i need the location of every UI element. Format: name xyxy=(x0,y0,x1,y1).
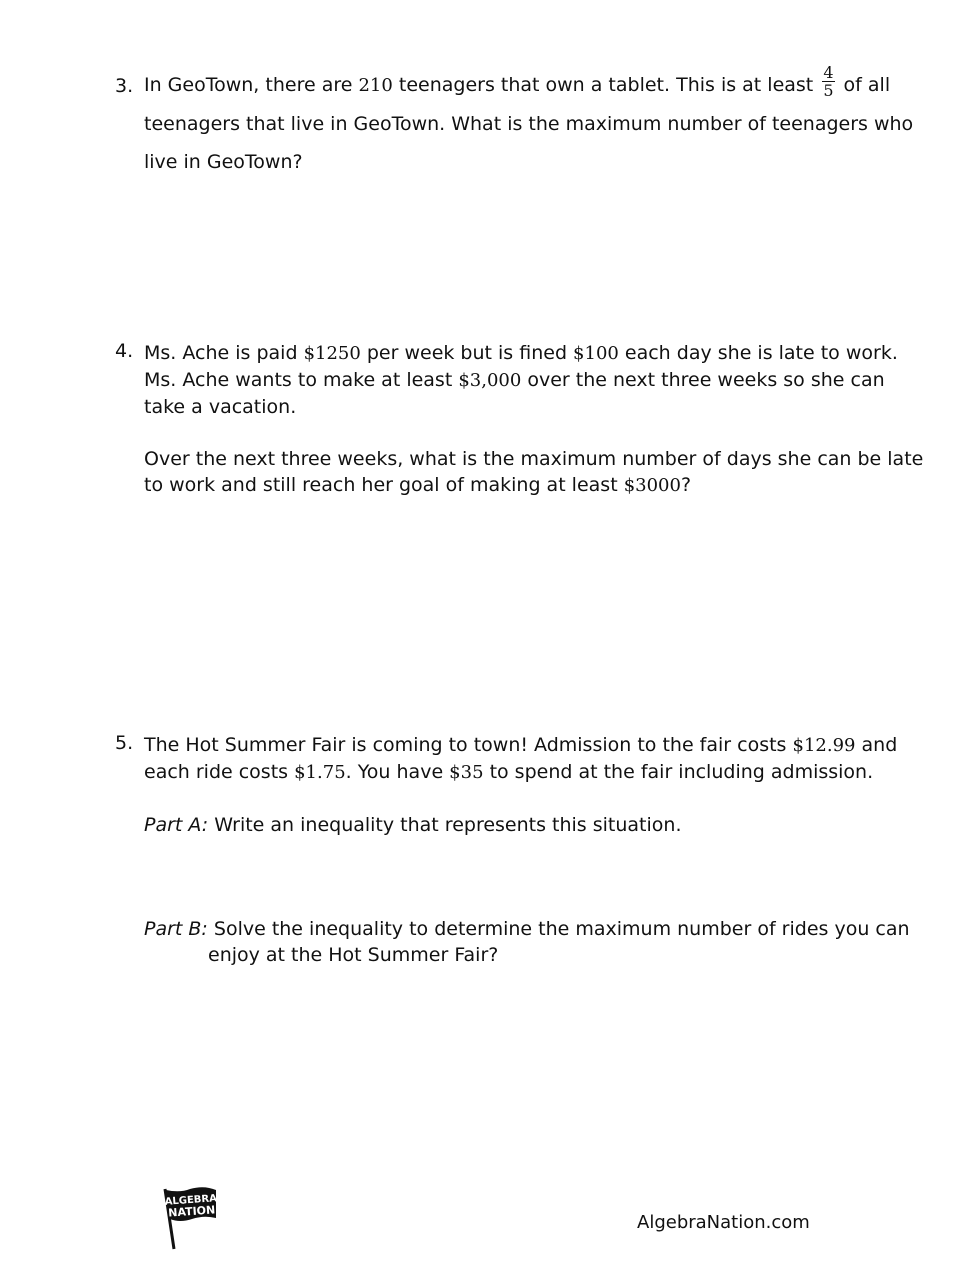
logo-text-line1: ALGEBRA xyxy=(164,1193,218,1208)
math-value: $100 xyxy=(573,343,619,364)
math-value: $35 xyxy=(449,762,484,783)
math-value: $3,000 xyxy=(458,370,522,391)
part-b: Part B: Solve the inequality to determine the maximum number of rides you can enjoy at the Hot Summer Fair? xyxy=(144,918,910,966)
question-number: 4. xyxy=(115,340,134,362)
math-value: $3000 xyxy=(623,475,681,496)
question-text: In GeoTown, there are 210 teenagers that own a tablet. This is at least $\frac{4}{5}$ of all teenagers that live in GeoTown. What is the maximum number of teenagers who live in GeoTown? xyxy=(144,63,914,173)
question-5 xyxy=(115,732,925,968)
footer-site: AlgebraNation.com xyxy=(637,1212,810,1233)
question-text xyxy=(144,732,925,968)
algebra-nation-logo xyxy=(160,1185,222,1251)
part-a-label: Part A: xyxy=(144,814,209,836)
math-value: 210 xyxy=(358,75,393,96)
question-3 xyxy=(115,63,925,181)
part-b-label: Part B: xyxy=(144,918,208,940)
logo-text-line2: NATION xyxy=(167,1203,216,1220)
paragraph: Ms. Ache is paid $1250 per week but is fined $100 each day she is late to work. Ms. Ache wants to make at least $3,000 over the next three weeks so she can take a vacation. xyxy=(144,342,898,418)
question-4 xyxy=(115,340,925,499)
fraction: $\frac{4}{5}$ xyxy=(823,63,834,100)
math-value: $12.99 xyxy=(792,735,856,756)
question-number: 3. xyxy=(115,75,134,97)
question-text xyxy=(144,340,925,499)
paragraph: Over the next three weeks, what is the maximum number of days she can be late to work and still reach her goal of making at least $3000? xyxy=(144,448,924,496)
paragraph: The Hot Summer Fair is coming to town! Admission to the fair costs $12.99 and each ride costs $1.75. You have $35 to spend at the fair including admission. xyxy=(144,734,898,783)
math-value: $1.75 xyxy=(294,762,346,783)
math-value: $1250 xyxy=(303,343,361,364)
question-number: 5. xyxy=(115,732,134,754)
part-a: Part A: Write an inequality that represents this situation. xyxy=(144,814,682,836)
